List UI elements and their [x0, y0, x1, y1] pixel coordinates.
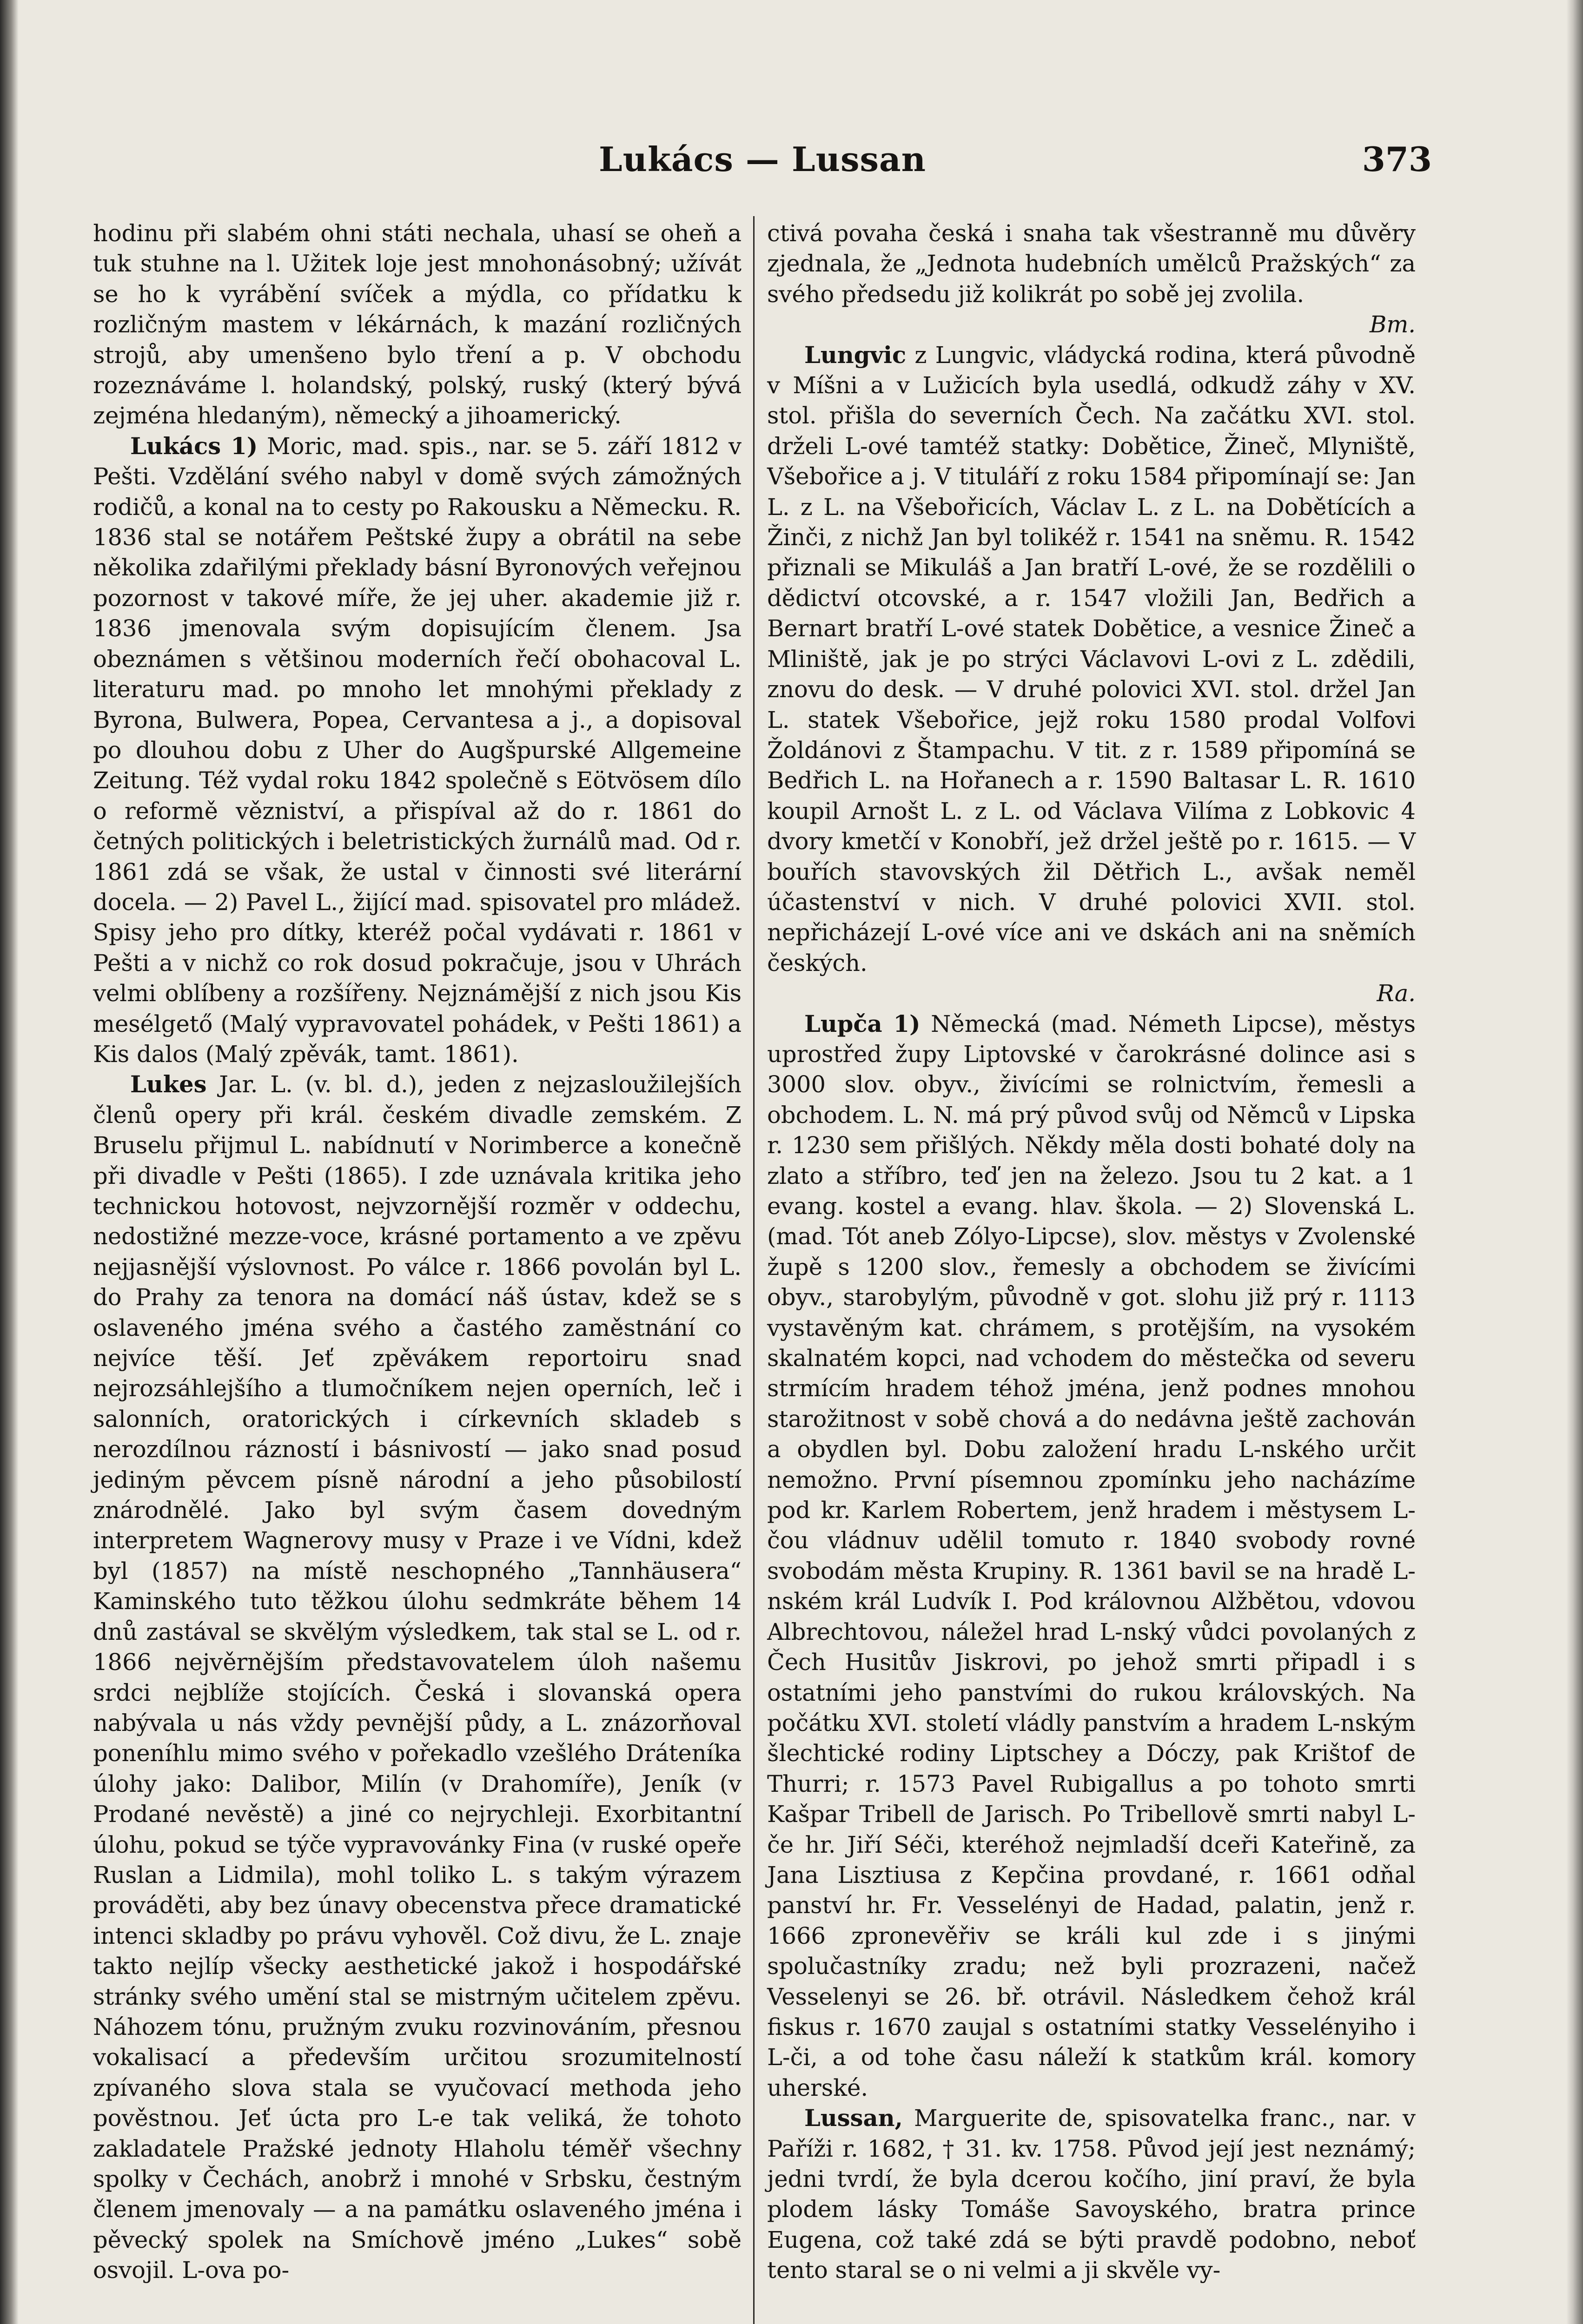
entry-continuation — [93, 218, 742, 431]
entry-text: hodinu při slabém ohni státi nechala, uhasí se oheň a tuk stuhne na l. Užitek loje jest mnohonásobný; užívát se ho k vyrábění svíček a mýdla, co přídatku k rozličným mastem v lékárnách, k mazání rozličných strojů, aby umenšeno bylo tření a p. V obchodu rozeznáváme l. holandský, polský, ruský (který bývá zejména hledaným), německý a jihoamerický. — [93, 220, 742, 429]
entry-continuation — [767, 218, 1416, 340]
entry-lukacs — [93, 431, 742, 1070]
page-right-edge — [1566, 0, 1583, 2324]
entry-lupca — [767, 1009, 1416, 2104]
entry-lukes — [93, 1070, 742, 2285]
entry-headword: Lussan, — [804, 2105, 903, 2132]
entry-headword: Lungvic — [804, 341, 907, 369]
page-number: 373 — [1362, 139, 1432, 179]
entry-lussan — [767, 2103, 1416, 2285]
page-left-edge — [0, 0, 19, 2324]
author-signature: Ra. — [1377, 980, 1416, 1007]
right-column — [767, 218, 1416, 2286]
entry-text: ctivá povaha česká i snaha tak všestranně mu důvěry zjednala, že „Jednota hudebních umělců Pražských“ za svého předsedu již kolikrát po sobě jej zvolila. — [767, 220, 1416, 308]
entry-text: Marguerite de, spisovatelka franc., nar. v Paříži r. 1682, † 31. kv. 1758. Původ její jest neznámý; jedni tvrdí, že byla dcerou kočího, jiní praví, že byla plodem lásky Tomáše Savoyského, bratra prince Eugena, což také zdá se býti pravdě podobno, neboť tento staral se o ni velmi a ji skvěle vy- — [767, 2105, 1416, 2284]
running-header — [93, 139, 1432, 191]
entry-text: Jar. L. (v. bl. d.), jeden z nejzasloužilejších členů opery při král. českém divadle zemském. Z Bruselu přijmul L. nabídnutí v Norimberce a konečně při divadle v Pešti (1865). I zde uznávala kritika jeho technickou hotovost, nejvzornější rozměr v oddechu, nedostižné mezze-voce, krásné portamento a ve zpěvu nejjasnější výslovnost. Po válce r. 1866 povolán byl L. do Prahy za tenora na domácí náš ústav, kdež se s oslaveného jména svého a častého zaměstnání co nejvíce těší. Jeť zpěvákem reportoiru snad nejrozsáhlejšího a tlumočníkem nejen operních, leč i salonních, oratorických i církevních skladeb s nerozdílnou rázností i básnivostí — jako snad posud jediným pěvcem písně národní a jeho působilostí znárodnělé. Jako byl svým časem dovedným interpretem Wagnerovy musy v Praze i ve Vídni, kdež byl (1857) na místě neschopného „Tannhäusera“ Kaminského tuto těžkou úlohu sedmkráte během 14 dnů zastával se skvělým výsledkem, tak stal se L. od r. 1866 nejvěrnějším představovatelem úloh našemu srdci nejblíže stojících. Česká i slovanská opera nabývala u nás vždy pevnější půdy, a L. znázorňoval poneníhlu mimo svého v pořekadlo vzešlého Dráteníka úlohy jako: Dalibor, Milín (v Drahomíře), Jeník (v Prodané nevěstě) a jiné co nejrychleji. Exorbitantní úlohu, pokud se týče vypravovánky Fina (v ruské opeře Ruslan a Lidmila), mohl toliko L. s takým výrazem prováděti, aby bez únavy obecenstva přece dramatické intenci skladby po právu vyhověl. Což divu, že L. znaje takto nejlíp všecky aesthetické jakož i hospodářské stránky svého umění stal se mistrným učitelem zpěvu. Náhozem tónu, pružným zvuku rozvinováním, přesnou vokalisací a především určitou srozumitelností zpívaného slova stala se vyučovací methoda jeho pověstnou. Jeť úcta pro L-e tak veliká, že tohoto zakladatele Pražské jednoty Hlaholu téměř všechny spolky v Čechách, anobrž i mnohé v Srbsku, čestným členem jmenovaly — a na památku oslaveného jména i pěvecký spolek na Smíchově jméno „Lukes“ sobě osvojil. L-ova po- — [93, 1071, 742, 2284]
entry-headword: Lukes — [130, 1071, 207, 1098]
entry-text: z Lungvic, vládycká rodina, která původně v Míšni a v Lužicích byla usedlá, odkudž záhy v XV. stol. přišla do severních Čech. Na začátku XVI. stol. drželi L-ové tamtéž statky: Dobětice, Žineč, Mlyniště, Všebořice a j. V tituláří z roku 1584 připomínají se: Jan L. z L. na Všebořicích, Václav L. z L. na Dobětících a Žinči, z nichž Jan byl tolikéž r. 1541 na sněmu. R. 1542 přiznali se Mikuláš a Jan bratří L-ové, že se rozdělili o dědictví otcovské, a r. 1547 vložili Jan, Bedřich a Bernart bratří L-ové statek Dobětice, a vesnice Žineč a Mliniště, jak je po strýci Václavovi L-ovi z L. zdědili, znovu do desk. — V druhé polovici XVI. stol. držel Jan L. statek Všebořice, jejž roku 1580 prodal Volfovi Žoldánovi z Štampachu. V tit. z r. 1589 připomíná se Bedřich L. na Hořanech a r. 1590 Baltasar L. R. 1610 koupil Arnošt L. z L. od Václava Vilíma z Lobkovic 4 dvory kmetčí v Konobří, jež držel ještě po r. 1615. — V bouřích stavovských žil Dětřich L., avšak neměl účastenství v nich. V druhé polovici XVII. stol. nepřicházejí L-ové více ani ve dskách ani na sněmích českých. — [767, 341, 1416, 977]
author-signature: Bm. — [1369, 311, 1416, 338]
left-column — [93, 218, 742, 2286]
entry-text: Německá (mad. Németh Lipcse), městys uprostřed župy Liptovské v čarokrásné dolince asi s 3000 slov. obyv., živícími se rolnictvím, řemesli a obchodem. L. N. má prý původ svůj od Němců v Lipska r. 1230 sem přišlých. Někdy měla dosti bohaté doly na zlato a stříbro, teď jen na železo. Jsou tu 2 kat. a 1 evang. kostel a evang. hlav. škola. — 2) Slovenská L. (mad. Tót aneb Zólyo-Lipcse), slov. městys v Zvolenské župě s 1200 slov., řemesly a obchodem se živícími obyv., starobylým, původně v got. slohu již prý r. 1113 vystavěným kat. chrámem, s protějším, na vysokém skalnatém kopci, nad vchodem do městečka od severu strmícím hradem téhož jména, jenž podnes mnohou starožitnost v sobě chová a do nedávna ještě zachován a obydlen byl. Dobu založení hradu L-nského určit nemožno. První písemnou zpomínku jeho nacházíme pod kr. Karlem Robertem, jenž hradem i městysem L-čou vládnuv udělil tomuto r. 1840 svobody rovné svobodám města Krupiny. R. 1361 bavil se na hradě L-nském král Ludvík I. Pod královnou Alžbětou, vdovou Albrechtovou, náležel hrad L-nský vůdci povolaných z Čech Husitův Jiskrovi, po jehož smrti připadl i s ostatními jeho panstvími do rukou královských. Na počátku XVI. století vládly panstvím a hradem L-nským šlechtické rodiny Liptschey a Dóczy, pak Krištof de Thurri; r. 1573 Pavel Rubigallus a po tohoto smrti Kašpar Tribell de Jarisch. Po Tribellově smrti nabyl L-če hr. Jiří Séči, kteréhož nejmladší dceři Kateřině, za Jana Lisztiusa z Kepčina provdané, r. 1661 odňal panství hr. Fr. Vesselényi de Hadad, palatin, jenž r. 1666 zpronevěřiv se králi kul zde i s jinými spolučastníky zradu; než byli prozrazeni, načež Vesselenyi se 26. bř. otrávil. Následkem čehož král fiskus r. 1670 zaujal s ostatními statky Vesselényiho i L-či, a od tohe času náleží k statkům král. komory uherské. — [767, 1010, 1416, 2101]
column-divider — [753, 216, 755, 2324]
entry-text: Moric, mad. spis., nar. se 5. září 1812 v Pešti. Vzdělání svého nabyl v domě svých zámožných rodičů, a konal na to cesty po Rakousku a Německu. R. 1836 stal se notářem Peštské župy a obrátil na sebe několika zdařilými překlady básní Byronových veřejnou pozornost v takové míře, že jej uher. akademie již r. 1836 jmenovala svým dopisujícím členem. Jsa obeznámen s většinou moderních řečí obohacoval L. literaturu mad. po mnoho let mnohými překlady z Byrona, Bulwera, Popea, Cervantesa a j., a dopisoval po dlouhou dobu z Uher do Augšpurské Allgemeine Zeitung. Též vydal roku 1842 společně s Eötvösem dílo o reformě vězniství, a přispíval až do r. 1861 do četných politických i beletristických žurnálů mad. Od r. 1861 zdá se však, že ustal v činnosti své literární docela. — 2) Pavel L., žijící mad. spisovatel pro mládež. Spisy jeho pro dítky, kteréž počal vydávati r. 1861 v Pešti a v nichž co rok dosud pokračuje, jsou v Uhrách velmi oblíbeny a rozšířeny. Nejznámější z nich jsou Kis mesélgető (Malý vypravovatel pohádek, v Pešti 1861) a Kis dalos (Malý zpěvák, tamt. 1861). — [93, 432, 742, 1068]
entry-lungvic — [767, 340, 1416, 1009]
entry-headword: Lupča 1) — [804, 1010, 921, 1037]
entry-headword: Lukács 1) — [130, 432, 258, 460]
running-title: Lukács — Lussan — [598, 139, 927, 179]
